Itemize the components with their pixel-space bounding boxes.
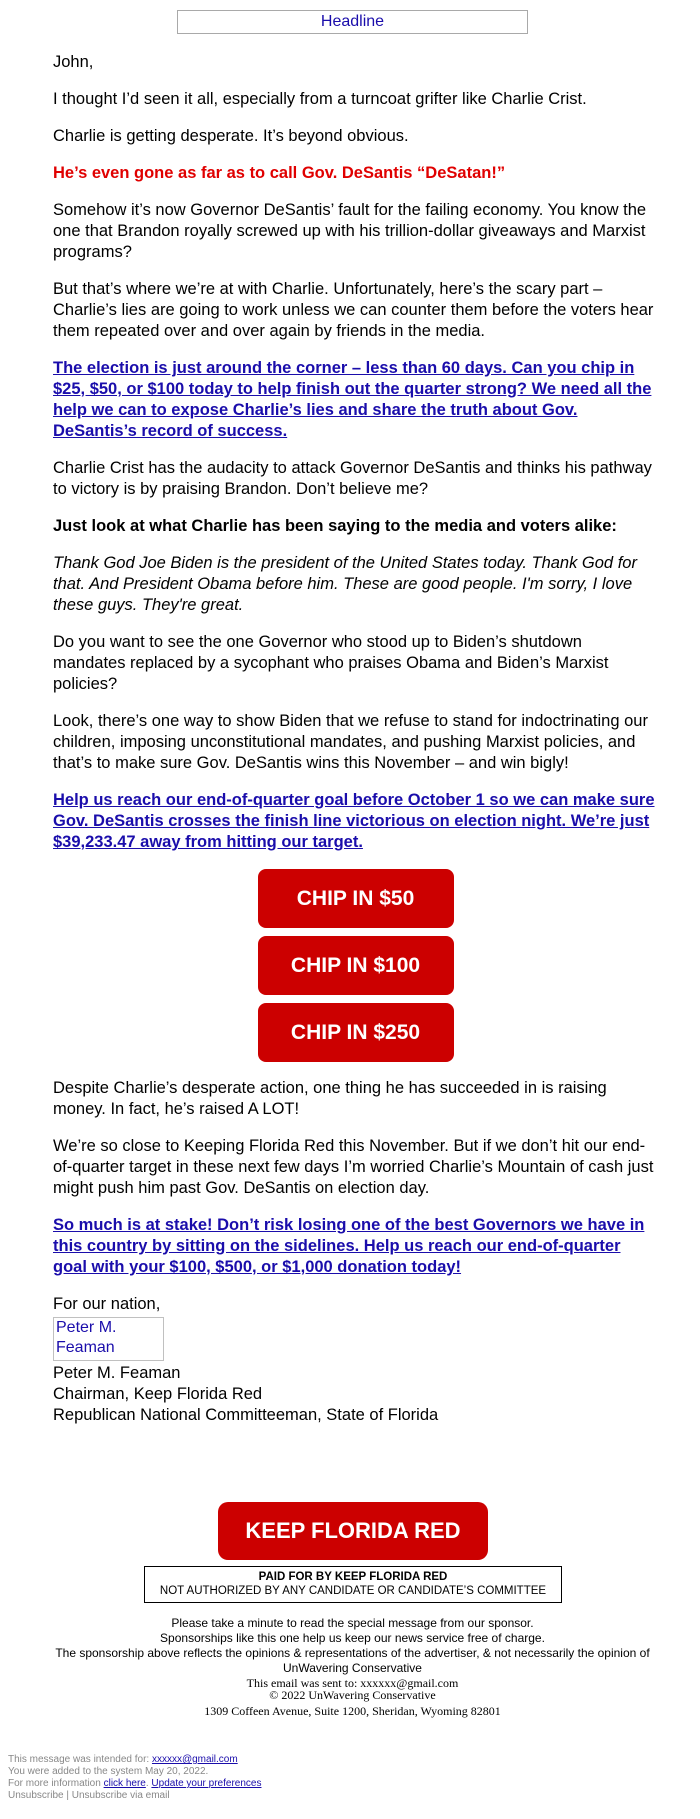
added-date-line: You were added to the system May 20, 2022. [8, 1766, 209, 1777]
paragraph-10: Despite Charlie’s desperate action, one thing he has succeeded in is raising money. In fact, he’s raised A LOT! [53, 1079, 607, 1118]
signer-title-1: Chairman, Keep Florida Red [53, 1385, 263, 1403]
paid-for-line: PAID FOR BY KEEP FLORIDA RED [258, 1571, 448, 1583]
chip-in-100-button[interactable]: CHIP IN $100 [258, 936, 454, 995]
donate-link-2[interactable]: Help us reach our end-of-quarter goal before October 1 so we can make sure Gov. DeSantis crosses the finish line victorious on election night. We’re just $39,233.47 away from hitting our target. [53, 791, 655, 851]
keep-florida-red-button[interactable]: KEEP FLORIDA RED [218, 1502, 488, 1560]
signer-title-2: Republican National Committeeman, State of Florida [53, 1406, 439, 1424]
copyright-block [30, 1687, 675, 1719]
paragraph-4: Somehow it’s now Governor DeSantis’ fault for the failing economy. You know the one that Brandon royally screwed up with his trillion-dollar giveaways and Marxist programs? [53, 201, 647, 261]
address-line: 1309 Coffeen Avenue, Suite 1200, Sheridan, Wyoming 82801 [204, 1704, 501, 1718]
sponsor-line-3: The sponsorship above reflects the opinions & representations of the advertiser, & not necessarily the opinion of UnWavering Conservative [55, 1646, 650, 1675]
signature-block [53, 1294, 658, 1426]
paragraph-2: Charlie is getting desperate. It’s beyond obvious. [53, 127, 409, 145]
paragraph-8: Do you want to see the one Governor who stood up to Biden’s shutdown mandates replaced by a sycophant who praises Obama and Biden’s Marxist policies? [53, 633, 609, 693]
paragraph-6: Charlie Crist has the audacity to attack Governor DeSantis and thinks his pathway to victory is by praising Brandon. Don’t believe me? [53, 459, 652, 498]
chip-in-250-button[interactable]: CHIP IN $250 [258, 1003, 454, 1062]
signature-image: Peter M. Feaman [53, 1317, 164, 1361]
highlight-red: He’s even gone as far as to call Gov. DeSantis “DeSatan!” [53, 164, 506, 182]
paragraph-5: But that’s where we’re at with Charlie. Unfortunately, here’s the scary part – Charlie’s lies are going to work unless we can counter them before the voters hear them repeated over and over again by friends in the media. [53, 280, 654, 340]
email-body [53, 52, 658, 1426]
donate-link-3[interactable]: So much is at stake! Don’t risk losing one of the best Governors we have in this country by sitting on the sidelines. Help us reach our end-of-quarter goal with your $100, $500, or $1,000 donation today! [53, 1216, 645, 1276]
copyright-line: © 2022 UnWavering Conservative [269, 1688, 436, 1702]
paid-for-disclaimer [144, 1566, 562, 1603]
signer-name: Peter M. Feaman [53, 1364, 181, 1382]
not-authorized-line: NOT AUTHORIZED BY ANY CANDIDATE OR CANDIDATE’S COMMITTEE [159, 1585, 547, 1597]
greeting: John, [53, 53, 94, 71]
update-preferences-link[interactable]: Update your preferences [151, 1778, 262, 1789]
sent-to-line: This email was sent to: xxxxxx@gmail.com [246, 1676, 459, 1690]
paragraph-7-bold: Just look at what Charlie has been saying to the media and voters alike: [53, 517, 617, 535]
sponsor-line-2: Sponsorships like this one help us keep our news service free of charge. [160, 1631, 545, 1645]
quote-block: Thank God Joe Biden is the president of the United States today. Thank God for that. And President Obama before him. These are good people. I'm sorry, I love these guys. They're great. [53, 554, 637, 614]
more-info-line [8, 1778, 688, 1790]
more-info-label: For more information [8, 1778, 104, 1789]
unsubscribe-line[interactable]: Unsubscribe | Unsubscribe via email [8, 1790, 170, 1801]
sponsor-line-1: Please take a minute to read the special message from our sponsor. [171, 1616, 534, 1630]
click-here-link[interactable]: click here [103, 1778, 146, 1789]
separator: . [145, 1778, 152, 1789]
chip-in-buttons [53, 869, 658, 1078]
footer [8, 1754, 688, 1802]
headline-image: Headline [177, 10, 528, 34]
paragraph-9: Look, there’s one way to show Biden that we refuse to stand for indoctrinating our children, imposing unconstitutional mandates, and pushing Marxist policies, and that’s to make sure Gov. DeSantis wins this November – and win bigly! [53, 712, 648, 772]
intended-label: This message was intended for: [8, 1754, 152, 1765]
intended-email-link[interactable]: xxxxxx@gmail.com [151, 1754, 238, 1765]
sponsor-notice [30, 1616, 675, 1691]
donate-link-1[interactable]: The election is just around the corner – less than 60 days. Can you chip in $25, $50, or $100 today to help finish out the quarter strong? We need all the help we can to expose Charlie’s lies and share the truth about Gov. DeSantis’s record of success. [53, 359, 652, 440]
paragraph-11: We’re so close to Keeping Florida Red this November. But if we don’t hit our end-of-quarter target in these next few days I’m worried Charlie’s Mountain of cash just might push him past Gov. DeSantis on election day. [53, 1137, 654, 1197]
paragraph-1: I thought I’d seen it all, especially from a turncoat grifter like Charlie Crist. [53, 90, 587, 108]
intended-for-line [8, 1754, 688, 1766]
closing: For our nation, [53, 1295, 161, 1313]
chip-in-50-button[interactable]: CHIP IN $50 [258, 869, 454, 928]
